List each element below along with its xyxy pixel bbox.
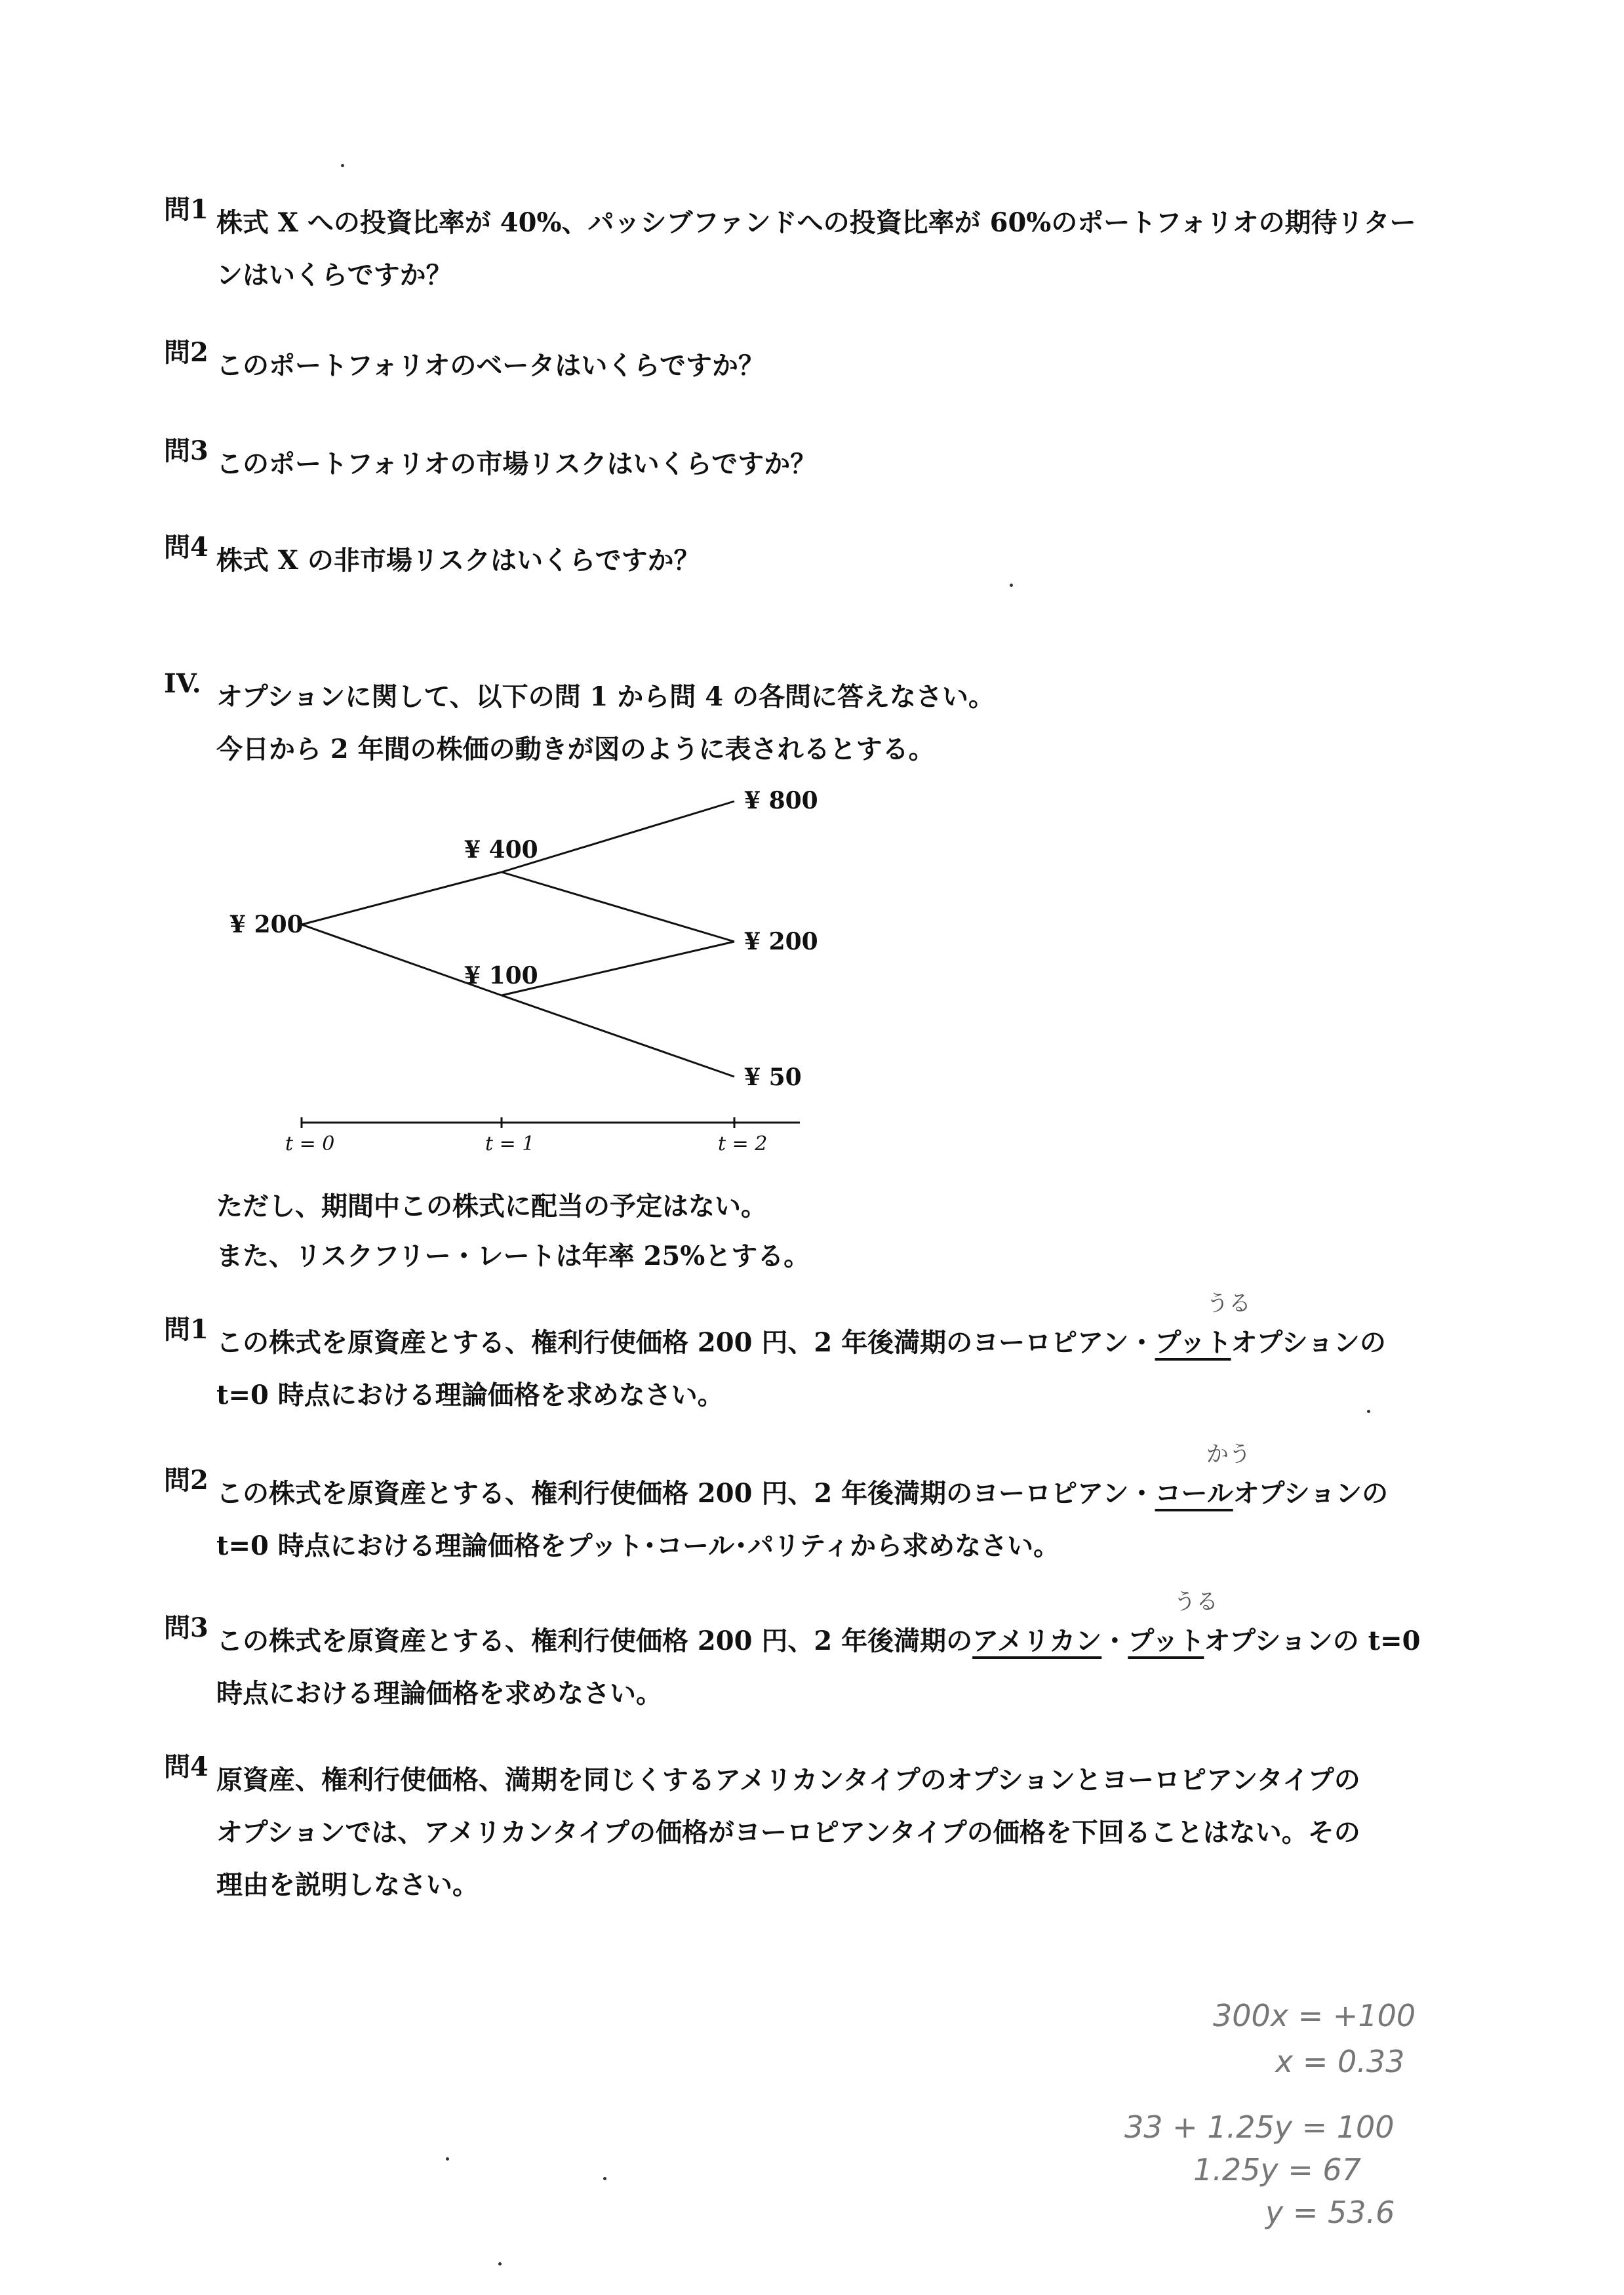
- tree-branch: [502, 872, 734, 942]
- question-text-line: [216, 1317, 1436, 1369]
- question-text-line: t=0 時点における理論価格をプット･コール･パリティから求めなさい。: [216, 1530, 1060, 1561]
- question-4: [164, 534, 1436, 587]
- handwritten-line: 33 + 1.25y = 100: [1124, 2109, 1395, 2145]
- scan-speck: [498, 2262, 502, 2265]
- underlined-term: プット: [1128, 1626, 1204, 1656]
- tree-branch: [502, 995, 734, 1077]
- handwritten-line: y = 53.6: [1265, 2195, 1395, 2230]
- question-number: 問2: [164, 1465, 208, 1496]
- question-text-segment: ・: [1101, 1626, 1128, 1656]
- handwritten-line: 1.25y = 67: [1193, 2152, 1361, 2187]
- question-text-segment: この株式を原資産とする、権利行使価格 200 円、2 年後満期のヨーロピアン・: [216, 1478, 1155, 1509]
- question-text-line: このポートフォリオのベータはいくらですか？: [216, 350, 764, 381]
- question-text-line: 株式 X の非市場リスクはいくらですか？: [216, 545, 700, 576]
- scan-speck: [446, 2157, 449, 2161]
- question-number: 問2: [164, 337, 208, 368]
- option-question-4: [164, 1751, 1436, 1911]
- option-question-2: [164, 1467, 1436, 1572]
- node-label-ud: ¥ 200: [744, 928, 818, 955]
- question-text-segment: オプションの t=0: [1204, 1626, 1421, 1656]
- time-label: t = 2: [718, 1132, 768, 1155]
- note-line: また、リスクフリー・レートは年率 25%とする。: [216, 1241, 810, 1271]
- question-text-line: t=0 時点における理論価格を求めなさい。: [216, 1380, 724, 1410]
- section-number: IV.: [164, 668, 201, 699]
- scan-speck: [1010, 584, 1013, 587]
- tree-branch: [302, 872, 502, 925]
- time-label: t = 0: [285, 1132, 335, 1155]
- question-text-line: 原資産、権利行使価格、満期を同じくするアメリカンタイプのオプションとヨーロピアンタイプの: [216, 1765, 1360, 1795]
- node-label-t0: ¥ 200: [229, 911, 304, 938]
- question-text-segment: オプションの: [1233, 1478, 1389, 1509]
- node-label-down: ¥ 100: [464, 962, 538, 989]
- node-label-dd: ¥ 50: [744, 1064, 802, 1091]
- question-text-line: オプションでは、アメリカンタイプの価格がヨーロピアンタイプの価格を下回ることはない。その: [216, 1817, 1360, 1848]
- question-text-line: 時点における理論価格を求めなさい。: [216, 1678, 662, 1709]
- handwritten-line: x = 0.33: [1275, 2044, 1405, 2079]
- node-label-up: ¥ 400: [464, 836, 538, 864]
- option-question-3: [164, 1612, 1436, 1720]
- underlined-term: コール: [1155, 1478, 1233, 1509]
- question-number: 問3: [164, 1612, 208, 1643]
- furigana-annotation: かう: [1206, 1441, 1251, 1467]
- question-1: [164, 194, 1436, 302]
- handwritten-calculation: [1115, 1987, 1482, 2262]
- question-text-line: 株式 X への投資比率が 40%、パッシブファンドへの投資比率が 60%のポートフォリオの期待リター: [216, 207, 1416, 238]
- scan-speck: [341, 164, 344, 167]
- underlined-term: プット: [1155, 1327, 1231, 1358]
- question-text-line: [216, 1467, 1436, 1520]
- question-text-line: ンはいくらですか？: [216, 260, 452, 290]
- question-number: 問3: [164, 435, 208, 466]
- scan-speck: [1367, 1410, 1370, 1413]
- scan-speck: [603, 2177, 606, 2180]
- question-number: 問1: [164, 1314, 208, 1345]
- section-intro-line: 今日から 2 年間の株価の動きが図のように表されるとする。: [216, 734, 935, 765]
- question-text-segment: この株式を原資産とする、権利行使価格 200 円、2 年後満期の: [216, 1626, 973, 1656]
- node-label-uu: ¥ 800: [744, 787, 818, 814]
- question-number: 問1: [164, 194, 208, 225]
- handwritten-line: 300x = +100: [1213, 1998, 1416, 2033]
- underlined-term: アメリカン: [972, 1626, 1102, 1656]
- question-text-line: 理由を説明しなさい。: [216, 1869, 479, 1900]
- question-2: [164, 337, 1436, 392]
- section-4-intro: [164, 668, 1436, 776]
- question-text-segment: オプションの: [1231, 1327, 1386, 1358]
- question-text-line: このポートフォリオの市場リスクはいくらですか？: [216, 449, 817, 479]
- question-3: [164, 435, 1436, 490]
- question-number: 問4: [164, 532, 208, 563]
- furigana-annotation: うる: [1206, 1290, 1251, 1317]
- question-text-segment: この株式を原資産とする、権利行使価格 200 円、2 年後満期のヨーロピアン・: [216, 1327, 1155, 1358]
- furigana-annotation: うる: [1174, 1589, 1218, 1615]
- section-intro-line: オプションに関して、以下の問 1 から問 4 の各問に答えなさい。: [216, 681, 995, 712]
- binomial-tree-diagram: [216, 774, 846, 1167]
- option-question-1: [164, 1314, 1436, 1422]
- note-line: ただし、期間中この株式に配当の予定はない。: [216, 1191, 767, 1222]
- time-label: t = 1: [485, 1132, 535, 1155]
- question-text-line: [216, 1615, 1436, 1667]
- question-number: 問4: [164, 1751, 208, 1782]
